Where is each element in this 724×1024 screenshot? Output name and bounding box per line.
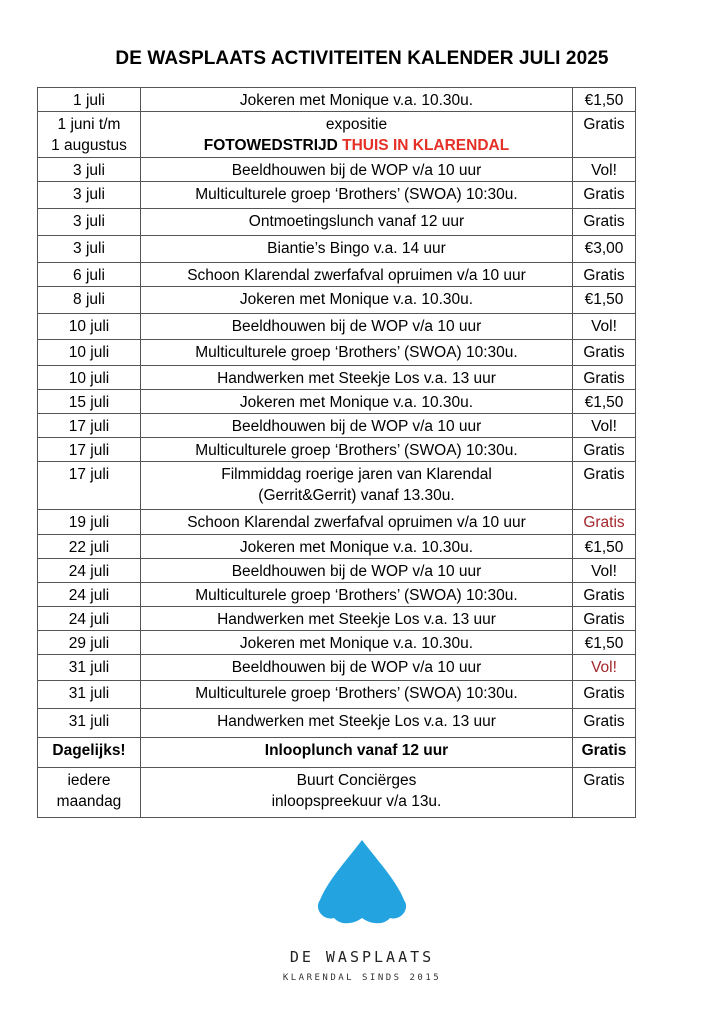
activity-cell [141,462,573,510]
activity-cell [141,768,573,818]
activity-cell: Inlooplunch vanaf 12 uur [141,738,573,768]
date-cell: 1 juli [38,88,141,112]
date-cell: 3 juli [38,209,141,236]
table-row [38,655,636,681]
activity-cell: Biantie’s Bingo v.a. 14 uur [141,236,573,263]
activity-cell: Schoon Klarendal zwerfafval opruimen v/a 10 uur [141,263,573,287]
table-row [38,314,636,340]
table-row [38,366,636,390]
date-cell: 31 juli [38,681,141,709]
exhibition-title [145,135,568,156]
date-cell: 24 juli [38,583,141,607]
activity-cell: Beeldhouwen bij de WOP v/a 10 uur [141,655,573,681]
date-cell: 10 juli [38,314,141,340]
table-row [38,709,636,738]
activity-cell: Beeldhouwen bij de WOP v/a 10 uur [141,158,573,182]
activity-line: Buurt Conciërges [296,772,417,789]
activity-line: Filmmiddag roerige jaren van Klarendal [221,466,492,483]
exhibition-title-part: FOTOWEDSTRIJD [203,137,343,154]
wasplaats-drop-logo-icon [0,838,724,928]
activity-cell: Jokeren met Monique v.a. 10.30u. [141,287,573,314]
date-line: iedere [67,772,111,789]
price-cell: Gratis [573,340,636,366]
price-cell: Gratis [573,438,636,462]
activity-cell: Multiculturele groep ‘Brothers’ (SWOA) 10:30u. [141,182,573,209]
table-row [38,209,636,236]
price-cell: Vol! [573,414,636,438]
table-row [38,768,636,818]
activity-cell: Jokeren met Monique v.a. 10.30u. [141,535,573,559]
date-cell: 3 juli [38,236,141,263]
activity-cell: Multiculturele groep ‘Brothers’ (SWOA) 10:30u. [141,438,573,462]
table-row [38,462,636,510]
price-cell: Gratis [573,112,636,158]
activity-cell: Beeldhouwen bij de WOP v/a 10 uur [141,314,573,340]
price-cell: €1,50 [573,287,636,314]
date-cell [38,768,141,818]
date-line: 1 augustus [51,137,127,154]
date-line: maandag [56,793,122,810]
price-cell: Gratis [573,462,636,510]
activity-cell: Schoon Klarendal zwerfafval opruimen v/a 10 uur [141,510,573,535]
activity-cell: Ontmoetingslunch vanaf 12 uur [141,209,573,236]
date-cell: 19 juli [38,510,141,535]
date-cell: 17 juli [38,414,141,438]
activity-cell: Handwerken met Steekje Los v.a. 13 uur [141,709,573,738]
activity-cell: Jokeren met Monique v.a. 10.30u. [141,390,573,414]
date-cell: 10 juli [38,340,141,366]
price-cell: Gratis [573,768,636,818]
table-row [38,681,636,709]
table-row [38,738,636,768]
drop-shape [318,840,406,923]
price-cell: Vol! [573,158,636,182]
price-cell: €1,50 [573,631,636,655]
activity-calendar-table [37,87,636,818]
table-row [38,112,636,158]
table-row [38,390,636,414]
price-cell: €3,00 [573,236,636,263]
exhibition-title-highlight: THUIS IN KLARENDAL [342,137,510,154]
table-row [38,535,636,559]
price-cell: Gratis [573,583,636,607]
date-cell: 10 juli [38,366,141,390]
brand-tagline: KLARENDAL SINDS 2015 [282,973,442,983]
price-cell: Gratis [573,182,636,209]
activity-cell: Jokeren met Monique v.a. 10.30u. [141,88,573,112]
table-row [38,510,636,535]
table-row [38,158,636,182]
page-title: DE WASPLAATS ACTIVITEITEN KALENDER JULI 2025 [115,48,609,69]
table-row [38,88,636,112]
price-cell: €1,50 [573,390,636,414]
table-row [38,287,636,314]
price-cell: Gratis [573,510,636,535]
activity-line: (Gerrit&Gerrit) vanaf 13.30u. [258,487,455,504]
date-cell: 24 juli [38,559,141,583]
price-cell: Gratis [573,263,636,287]
price-cell: €1,50 [573,88,636,112]
date-cell: 31 juli [38,709,141,738]
activity-cell: Multiculturele groep ‘Brothers’ (SWOA) 10:30u. [141,681,573,709]
price-cell: Gratis [573,366,636,390]
table-row [38,631,636,655]
table-row [38,236,636,263]
date-cell: Dagelijks! [38,738,141,768]
activity-cell: Handwerken met Steekje Los v.a. 13 uur [141,366,573,390]
activity-line: expositie [325,116,388,133]
price-cell: Vol! [573,314,636,340]
date-cell: 3 juli [38,182,141,209]
table-row [38,607,636,631]
table-row [38,559,636,583]
price-cell: Gratis [573,607,636,631]
date-cell: 8 juli [38,287,141,314]
date-cell: 22 juli [38,535,141,559]
activity-cell: Multiculturele groep ‘Brothers’ (SWOA) 10:30u. [141,583,573,607]
activity-cell [141,112,573,158]
price-cell: Gratis [573,209,636,236]
date-cell: 24 juli [38,607,141,631]
price-cell: Vol! [573,655,636,681]
table-row [38,263,636,287]
date-cell: 6 juli [38,263,141,287]
activity-cell: Beeldhouwen bij de WOP v/a 10 uur [141,414,573,438]
date-cell: 15 juli [38,390,141,414]
price-cell: Gratis [573,709,636,738]
activity-cell: Beeldhouwen bij de WOP v/a 10 uur [141,559,573,583]
activity-cell: Handwerken met Steekje Los v.a. 13 uur [141,607,573,631]
date-cell [38,112,141,158]
table-row [38,182,636,209]
table-row [38,438,636,462]
table-row [38,414,636,438]
activity-cell: Multiculturele groep ‘Brothers’ (SWOA) 10:30u. [141,340,573,366]
table-row [38,340,636,366]
date-cell: 3 juli [38,158,141,182]
price-cell: €1,50 [573,535,636,559]
date-cell: 17 juli [38,438,141,462]
brand-name: DE WASPLAATS [289,948,435,966]
price-cell: Gratis [573,681,636,709]
table-row [38,583,636,607]
price-cell: Gratis [573,738,636,768]
date-cell: 29 juli [38,631,141,655]
activity-line: inloopspreekuur v/a 13u. [271,793,442,810]
activity-cell: Jokeren met Monique v.a. 10.30u. [141,631,573,655]
date-line: 1 juni t/m [57,116,121,133]
price-cell: Vol! [573,559,636,583]
date-cell: 31 juli [38,655,141,681]
date-cell: 17 juli [38,462,141,510]
